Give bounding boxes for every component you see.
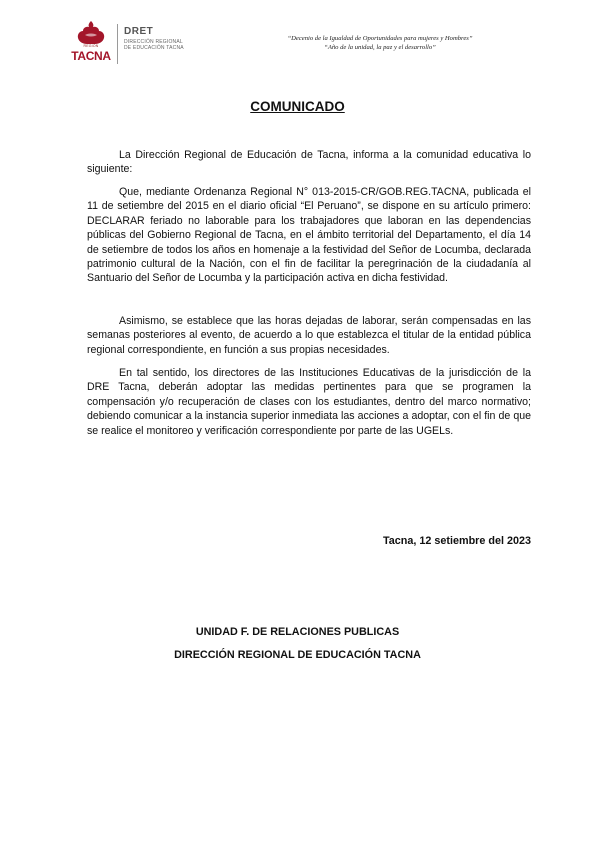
paragraph-compensation [87, 314, 531, 357]
document-date: Tacna, 12 setiembre del 2023 [382, 535, 531, 547]
slogan-decenio: “Decenio de la Igualdad de Oportunidades para mujeres y Hombres” [287, 35, 473, 42]
paragraph-text: Que, mediante Ordenanza Regional N° 013-2015-CR/GOB.REG.TACNA, publicada el 11 de setiembre del 2015 en el diario oficial “El Peruano”, se dispone en su artículo primero: DECLARAR feriado no laborable para los trabajadores que laboran en las dependencias públicas del Gobierno Regional de Tacna, en el ámbito territorial del Departamento, el día 14 de setiembre de todos los años en homenaje a la festividad del Señor de Locumba, declarada patrimonio cultural de la Nación, con el fin de facilitar la peregrinación de la ciudadanía al Santuario del Señor de Locumba y la participación activa en dicha festividad. [87, 186, 531, 285]
signature-direction: DIRECCIÓN REGIONAL DE EDUCACIÓN TACNA [174, 649, 421, 661]
paragraph-text: Asimismo, se establece que las horas dejadas de laborar, serán compensadas en las semanas posteriores al evento, de acuerdo a lo que establezca el titular de la entidad pública regional correspondiente, en función a sus propias necesidades. [87, 315, 531, 356]
logo-region-label: REGIÓN [83, 44, 99, 48]
dret-subtitle-1: DIRECCIÓN REGIONAL [124, 39, 183, 45]
paragraph-text: La Dirección Regional de Educación de Tacna, informa a la comunidad educativa lo siguiente: [87, 149, 531, 176]
paragraph-text: En tal sentido, los directores de las Instituciones Educativas de la jurisdicción de la DRE Tacna, deberán adoptar las medidas pertinentes para que se programen la compensación y/o recuperación de clases con los estudiantes, dentro del marco normativo; debiendo comunicar a la instancia superior inmediata las acciones a adoptar, con el fin de que se realice el monitoreo y verificación correspondiente por parte de las UGELs. [87, 367, 531, 437]
paragraph-directors [87, 366, 531, 438]
header-slogans [230, 34, 530, 52]
tacna-emblem-icon [74, 20, 108, 46]
dret-title: DRET [124, 26, 154, 37]
dret-logo [124, 26, 184, 51]
paragraph-ordinance [87, 185, 531, 286]
dret-subtitle-2: DE EDUCACIÓN TACNA [124, 45, 184, 51]
region-tacna-logo [66, 20, 116, 66]
logo-divider [117, 24, 118, 64]
page-title: COMUNICADO [250, 99, 345, 114]
paragraph-intro [87, 148, 531, 177]
signature-unit: UNIDAD F. DE RELACIONES PUBLICAS [195, 626, 400, 638]
logo-tacna-label: TACNA [71, 49, 111, 63]
slogan-year: “Año de la unidad, la paz y el desarrollo” [324, 44, 436, 51]
